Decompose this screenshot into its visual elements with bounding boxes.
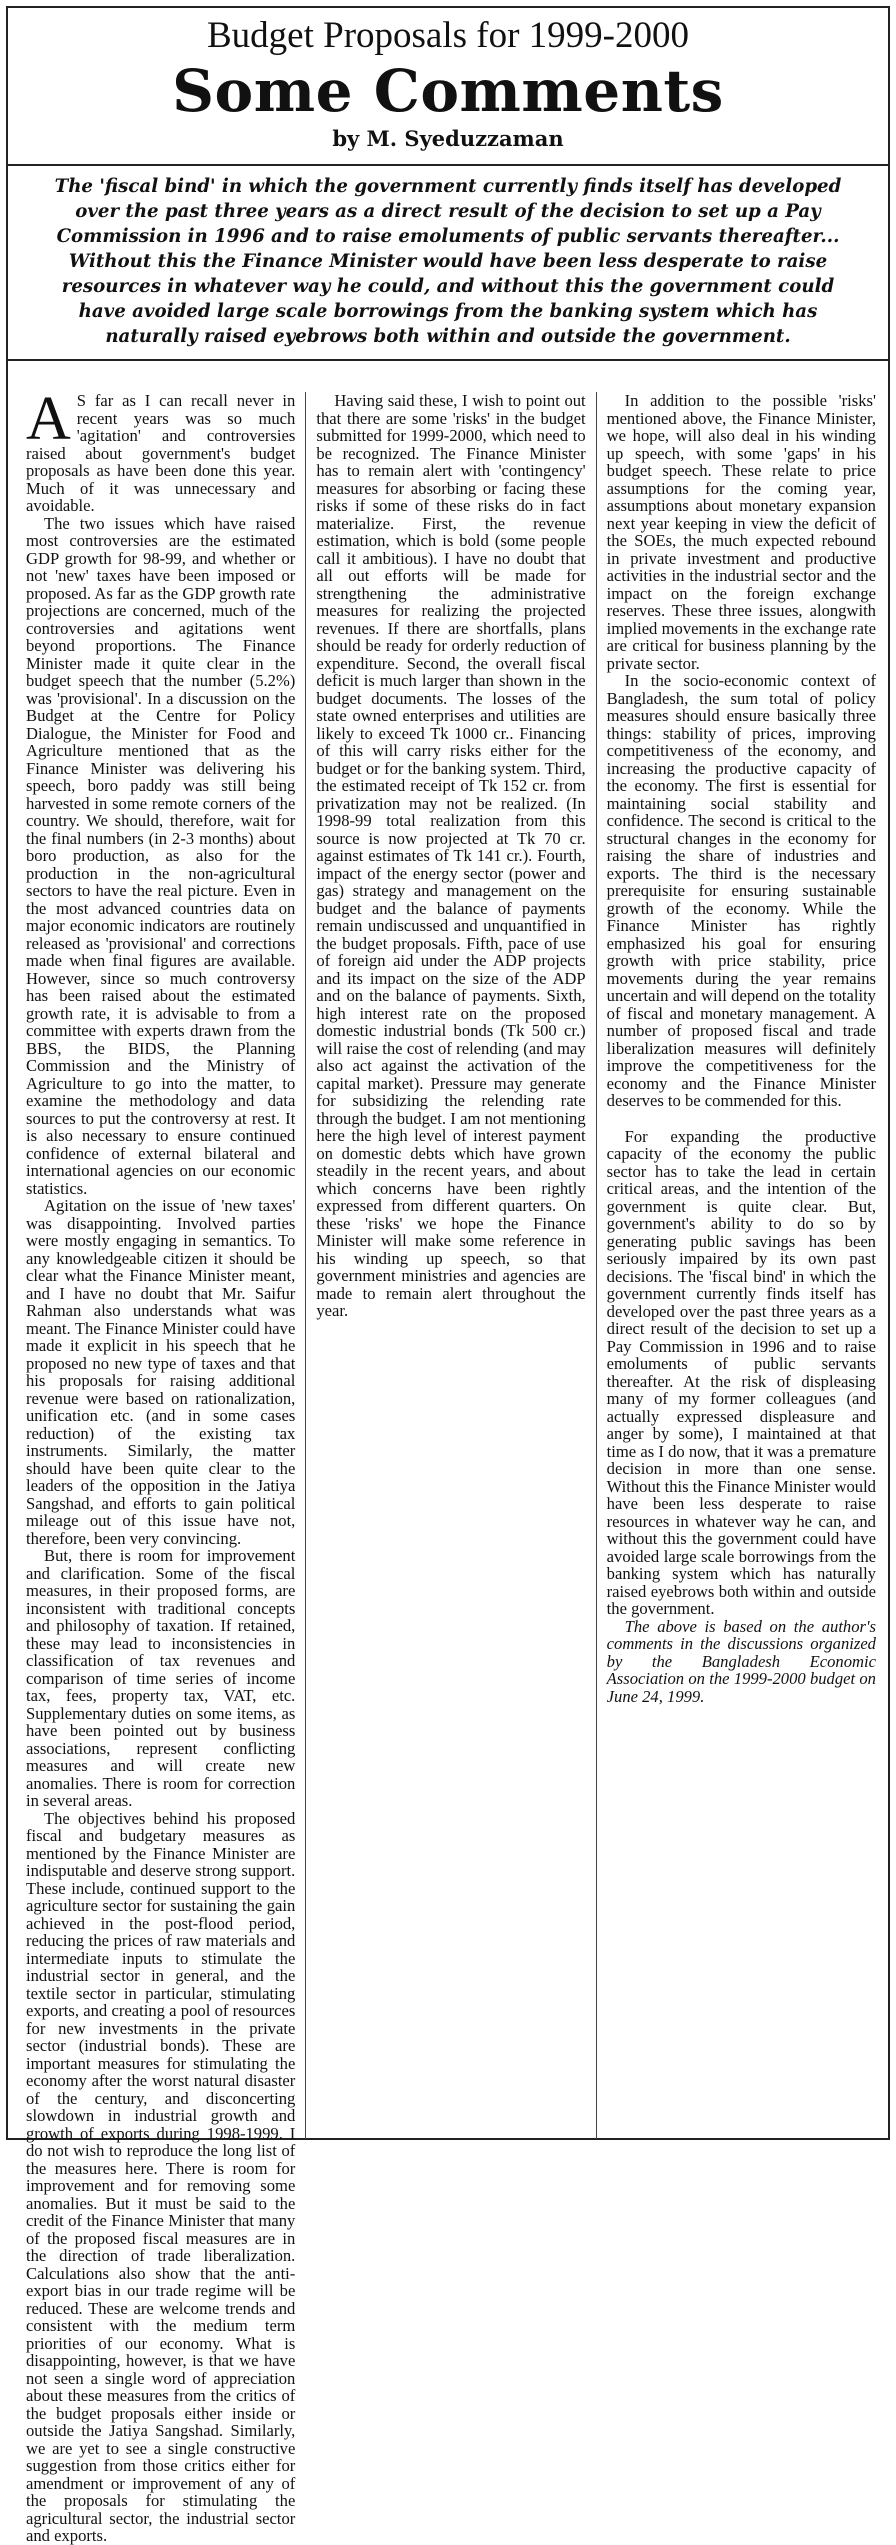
column-1 — [16, 385, 305, 2545]
byline: by M. Syeduzzaman — [332, 126, 564, 151]
paragraph: Agitation on the issue of 'new taxes' was disappointing. Involved parties were mostly engaging in semantics. To any knowledgeable citizen it should be clear what the Finance Minister meant, and I have no doubt that Mr. Saifur Rahman also understands what was meant. The Finance Minister could have made it explicit in his speech that he proposed no new type of taxes and that his proposals for raising additional revenue were based on rationalization, unification etc. (and in some cases reduction) of the existing tax instruments. Similarly, the matter should have been quite clear to the leaders of the opposition in the Jatiya Sangshad, and efforts to gain political mileage out of this issue have not, therefore, been very convincing. — [26, 1196, 296, 1548]
headline: Some Comments — [172, 57, 724, 125]
drop-cap: A — [26, 385, 71, 453]
paragraph-text: S far as I can recall never in recent years was so much 'agitation' and controversies raised about government's budget proposals as have been done this year. Much of it was unnecessary and avoidable. — [26, 391, 296, 515]
column-2 — [305, 392, 595, 2139]
paragraph — [26, 385, 296, 515]
standfirst: The 'fiscal bind' in which the government currently finds itself has developed over the past three years as a direct result of the decision to set up a Pay Commission in 1996 and to raise emoluments of public servants thereafter... Without this the Finance Minister would have been less desperate to raise resources in whatever way he could, and without this the government could have avoided large scale borrowings from the banking system which has naturally raised eyebrows both within and outside the government. — [54, 176, 842, 347]
paragraph: In the socio-economic context of Bangladesh, the sum total of policy measures should ensure basically three things: stability of prices, improving competitiveness of the economy, and increasing the productive capacity of the economy. The first is essential for maintaining social stability and confidence. The second is critical to the structural changes in the economy for raising the share of industries and exports. The third is the necessary prerequisite for ensuring sustainable growth of the economy. While the Finance Minister has rightly emphasized his goal for ensuring growth with price stability, price movements during the year remains uncertain and will depend on the totality of fiscal and monetary management. A number of proposed fiscal and trade liberalization measures will definitely improve the competitiveness for the economy and the Finance Minister deserves to be commended for this. — [606, 671, 876, 1110]
column-3 — [596, 392, 886, 2139]
paragraph: In addition to the possible 'risks' mentioned above, the Finance Minister, we hope, will also deal in his winding up speech, with some 'gaps' in his budget speech. These relate to price assumptions for the coming year, assumptions about monetary expansion next year keeping in view the deficit of the SOEs, the much expected rebound in private investment and productive activities in the industrial sector and the impact on the foreign exchange reserves. These three issues, alongwith implied movements in the exchange rate are critical for business planning by the private sector. — [606, 391, 876, 673]
divider — [8, 359, 888, 361]
paragraph: For expanding the productive capacity of the economy the public sector has to take the lead in certain critical areas, and the intention of the government is quite clear. But, government's ability to do so by generating public savings has been seriously impaired by its own past decisions. The 'fiscal bind' in which the government currently finds itself has developed over the past three years as a direct result of the decision to set up a Pay Commission in 1996 and to raise emoluments of public servants thereafter. At the risk of displeasing many of my former colleagues (and actually expressed displeasure and anger by some), I maintained at that time as I do now, that it was a premature decision in more than one sense. Without this the Finance Minister would have been less desperate to raise resources in whatever way he can, and without this the government could have avoided large scale borrowings from the banking system which has naturally raised eyebrows both within and outside the government. — [606, 1126, 876, 1618]
article-body — [16, 385, 886, 2545]
kicker-title: Budget Proposals for 1999-2000 — [207, 15, 689, 56]
paragraph: The objectives behind his proposed fiscal and budgetary measures as mentioned by the Finance Minister are indisputable and deserve strong support. These include, continued support to the agriculture sector for sustaining the gain achieved in the post-flood period, reducing the prices of raw materials and intermediate inputs to stimulate the industrial sector in general, and the textile sector in particular, stimulating exports, and creating a pool of resources for new investments in the private sector (industrial bonds). These are important measures for stimulating the economy after the worst natural disaster of the century, and disconcerting slowdown in industrial growth and growth of exports during 1998-1999. I do not wish to reproduce the long list of the measures here. There is room for improvement and for removing some anomalies. But it must be said to the credit of the Finance Minister that many of the proposed fiscal measures are in the direction of trade liberalization. Calculations also show that the anti-export bias in our trade regime will be reduced. These are welcome trends and consistent with the medium term priorities of our economy. What is disappointing, however, is that we have not seen a single word of appreciation about these measures from the critics of the budget proposals either inside or outside the Jatiya Sangshad. Similarly, we are yet to see a single constructive suggestion from those critics either for amendment or improvement of any of the proposals for stimulating the agricultural sector, the industrial sector and exports. — [26, 1808, 296, 2545]
paragraph: Having said these, I wish to point out that there are some 'risks' in the budget submitted for 1999-2000, which need to be recognized. The Finance Minister has to remain alert with 'contingency' measures for absorbing or facing these risks if some of these risks do in fact materialize. First, the revenue estimation, which is bold (some people call it ambitious). I have no doubt that all out efforts will be made for strengthening the administrative measures for realizing the projected revenues. If there are shortfalls, plans should be ready for orderly reduction of expenditure. Second, the overall fiscal deficit is much larger than shown in the budget documents. The losses of the state owned enterprises and utilities are likely to exceed Tk 1000 cr.. Financing of this will carry risks either for the budget or for the banking system. Third, the estimated receipt of Tk 152 cr. from privatization may not be realized. (In 1998-99 total realization from this source is now projected at Tk 70 cr. against estimates of Tk 141 cr.). Fourth, impact of the energy sector (power and gas) strategy and management on the budget and the balance of payments remain undiscussed and unquantified in the budget proposals. Fifth, pace of use of foreign aid under the ADP projects and its impact on the size of the ADP and on the balance of payments. Sixth, high interest rate on the proposed domestic industrial bonds (Tk 500 cr.) will raise the cost of relending (and may also act against the activation of the capital market). Pressure may generate for subsidizing the relending rate through the budget. I am not mentioning here the high level of interest payment on domestic debts which have grown steadily in the recent years, and about which concerns have been rightly expressed from different quarters. On these 'risks' we hope the Finance Minister will make some reference in his winding up speech, so that government ministries and agencies are made to remain alert throughout the year. — [316, 391, 586, 1320]
author-note: The above is based on the author's comments in the discussions organized by the Bangladesh Economic Association on the 1999-2000 budget on June 24, 1999. — [606, 1616, 876, 1706]
paragraph: But, there is room for improvement and clarification. Some of the fiscal measures, in their proposed forms, are inconsistent with traditional concepts and philosophy of taxation. If retained, these may lead to inconsistencies in classification of tax revenues and comparison of time series of income tax, fees, property tax, VAT, etc. Supplementary duties on some items, as have been pointed out by business associations, represent conflicting measures and will create new anomalies. There is room for correction in several areas. — [26, 1546, 296, 1810]
paragraph: The two issues which have raised most controversies are the estimated GDP growth for 98-99, and whether or not 'new' taxes have been imposed or proposed. As far as the GDP growth rate projections are concerned, much of the controversies and agitations went beyond proportions. The Finance Minister made it quite clear in the budget speech that the number (5.2%) was 'provisional'. In a discussion on the Budget at the Centre for Policy Dialogue, the Minister for Food and Agriculture mentioned that as the Finance Minister was delivering his speech, boro paddy was still being harvested in some remote corners of the country. We should, therefore, wait for the final numbers (in 2-3 months) about boro production, as also for the production in the non-agricultural sectors to have the real picture. Even in the most advanced countries data on major economic indicators are routinely released as 'provisional' and corrections made when final figures are available. However, since so much controversy has been raised about the estimated growth rate, it is advisable to from a committee with experts drawn from the BBS, the BIDS, the Planning Commission and the Ministry of Agriculture to go into the matter, to examine the methodology and data sources to put the controversy at rest. It is also necessary to ensure continued confidence of external bilateral and international agencies on our economic statistics. — [26, 513, 296, 1198]
